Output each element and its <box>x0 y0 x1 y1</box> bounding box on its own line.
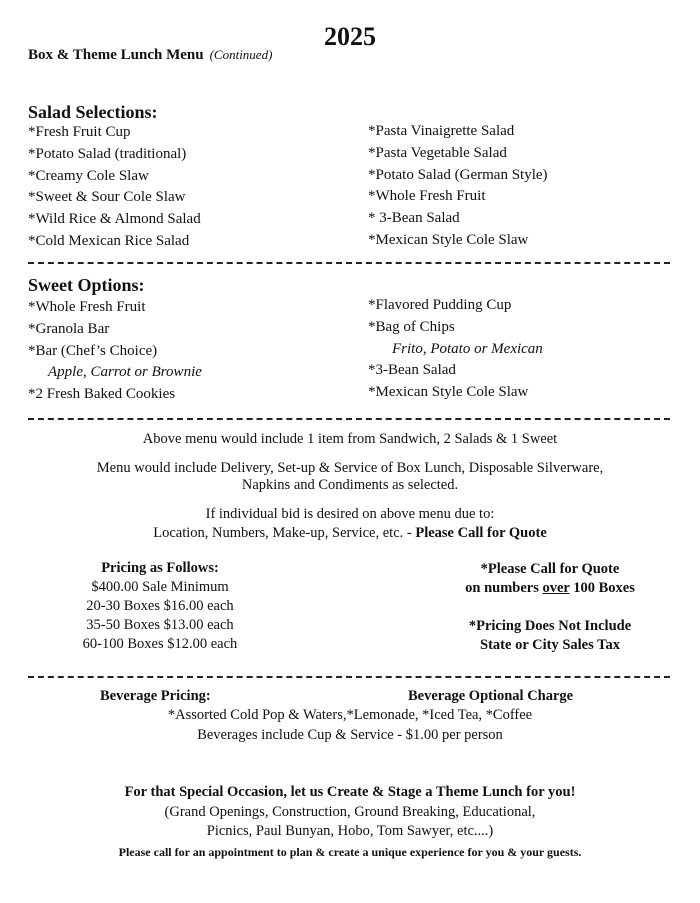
list-item: *Granola Bar <box>28 320 110 337</box>
divider <box>28 418 670 420</box>
special-occasion-examples-1: (Grand Openings, Construction, Ground Breaking, Educational, <box>164 804 536 820</box>
continued-label: (Continued) <box>209 47 273 62</box>
special-occasion-examples-2: Picnics, Paul Bunyan, Hobo, Tom Sawyer, etc....) <box>206 823 494 839</box>
list-item: *Potato Salad (German Style) <box>368 166 548 183</box>
pricing-item: 35-50 Boxes $13.00 each <box>86 617 234 633</box>
list-item: *Creamy Cole Slaw <box>28 167 149 184</box>
list-item: *Cold Mexican Rice Salad <box>28 232 190 249</box>
menu-includes-note: Above menu would include 1 item from Sandwich, 2 Salads & 1 Sweet <box>142 431 558 447</box>
list-item: *Whole Fresh Fruit <box>28 299 146 315</box>
list-item: *Flavored Pudding Cup <box>368 297 512 313</box>
beverage-pricing-title: Beverage Pricing: <box>100 688 211 704</box>
menu-title: Box & Theme Lunch Menu <box>28 47 204 63</box>
list-item: *Bag of Chips <box>368 318 455 335</box>
list-item: *Fresh Fruit Cup <box>28 124 131 140</box>
list-item: *Pasta Vinaigrette Salad <box>368 123 515 139</box>
quote-note-pre: on numbers <box>465 580 539 596</box>
tax-note-line-1: *Pricing Does Not Include <box>468 618 632 634</box>
appointment-note: Please call for an appointment to plan & create a unique experience for you & your guests. <box>118 845 582 859</box>
divider <box>28 262 670 264</box>
list-item: *Pasta Vegetable Salad <box>368 144 507 161</box>
list-item: *Bar (Chef’s Choice) <box>28 342 158 359</box>
bid-note-line-1: If individual bid is desired on above menu due to: <box>205 506 495 522</box>
pricing-title: Pricing as Follows: <box>101 560 219 576</box>
call-for-quote-text: Please Call for Quote <box>415 525 547 541</box>
salad-left-list <box>28 122 201 253</box>
service-note-line-1: Menu would include Delivery, Set-up & Service of Box Lunch, Disposable Silverware, <box>96 460 604 476</box>
list-item: *3-Bean Salad <box>368 362 456 379</box>
pricing-item: $400.00 Sale Minimum <box>91 579 229 595</box>
pricing-item: 60-100 Boxes $12.00 each <box>82 636 238 652</box>
sweet-left-list <box>28 297 202 406</box>
bid-reasons: Location, Numbers, Make-up, Service, etc. - <box>153 525 412 541</box>
list-item: *Mexican Style Cole Slaw <box>368 384 529 401</box>
beverage-optional-title: Beverage Optional Charge <box>408 688 574 704</box>
sweet-right-list <box>368 295 543 404</box>
tax-note-line-2: State or City Sales Tax <box>480 637 620 653</box>
list-item: *Wild Rice & Almond Salad <box>28 211 201 228</box>
quote-note-post: 100 Boxes <box>573 580 635 596</box>
year-heading: 2025 <box>324 22 376 51</box>
salad-section-title: Salad Selections: <box>28 102 158 122</box>
bid-note-line-2 <box>0 525 700 542</box>
divider <box>28 676 670 678</box>
menu-header <box>28 47 272 64</box>
list-item: *Mexican Style Cole Slaw <box>368 231 529 248</box>
salad-right-list <box>368 121 548 252</box>
quote-note-line-1: *Please Call for Quote <box>480 561 620 577</box>
sweet-section-title: Sweet Options: <box>28 275 145 295</box>
beverage-price-note: Beverages include Cup & Service - $1.00 per person <box>197 727 503 743</box>
list-item: *Whole Fresh Fruit <box>368 188 486 205</box>
list-item: *2 Fresh Baked Cookies <box>28 386 176 403</box>
list-item-subtext: Frito, Potato or Mexican <box>392 340 543 357</box>
beverage-list: *Assorted Cold Pop & Waters,*Lemonade, *Iced Tea, *Coffee <box>167 707 533 723</box>
quote-note-underlined: over <box>542 580 570 596</box>
quote-note-line-2 <box>430 579 670 598</box>
list-item: * 3-Bean Salad <box>368 210 460 227</box>
quote-note <box>430 560 670 598</box>
pricing-item: 20-30 Boxes $16.00 each <box>86 598 234 614</box>
list-item: *Potato Salad (traditional) <box>28 145 187 162</box>
list-item-subtext: Apple, Carrot or Brownie <box>48 364 202 381</box>
service-note-line-2: Napkins and Condiments as selected. <box>241 477 459 493</box>
pricing-block <box>30 559 290 654</box>
list-item: *Sweet & Sour Cole Slaw <box>28 189 186 206</box>
tax-note <box>430 617 670 655</box>
special-occasion-title: For that Special Occasion, let us Create & Stage a Theme Lunch for you! <box>124 784 576 800</box>
